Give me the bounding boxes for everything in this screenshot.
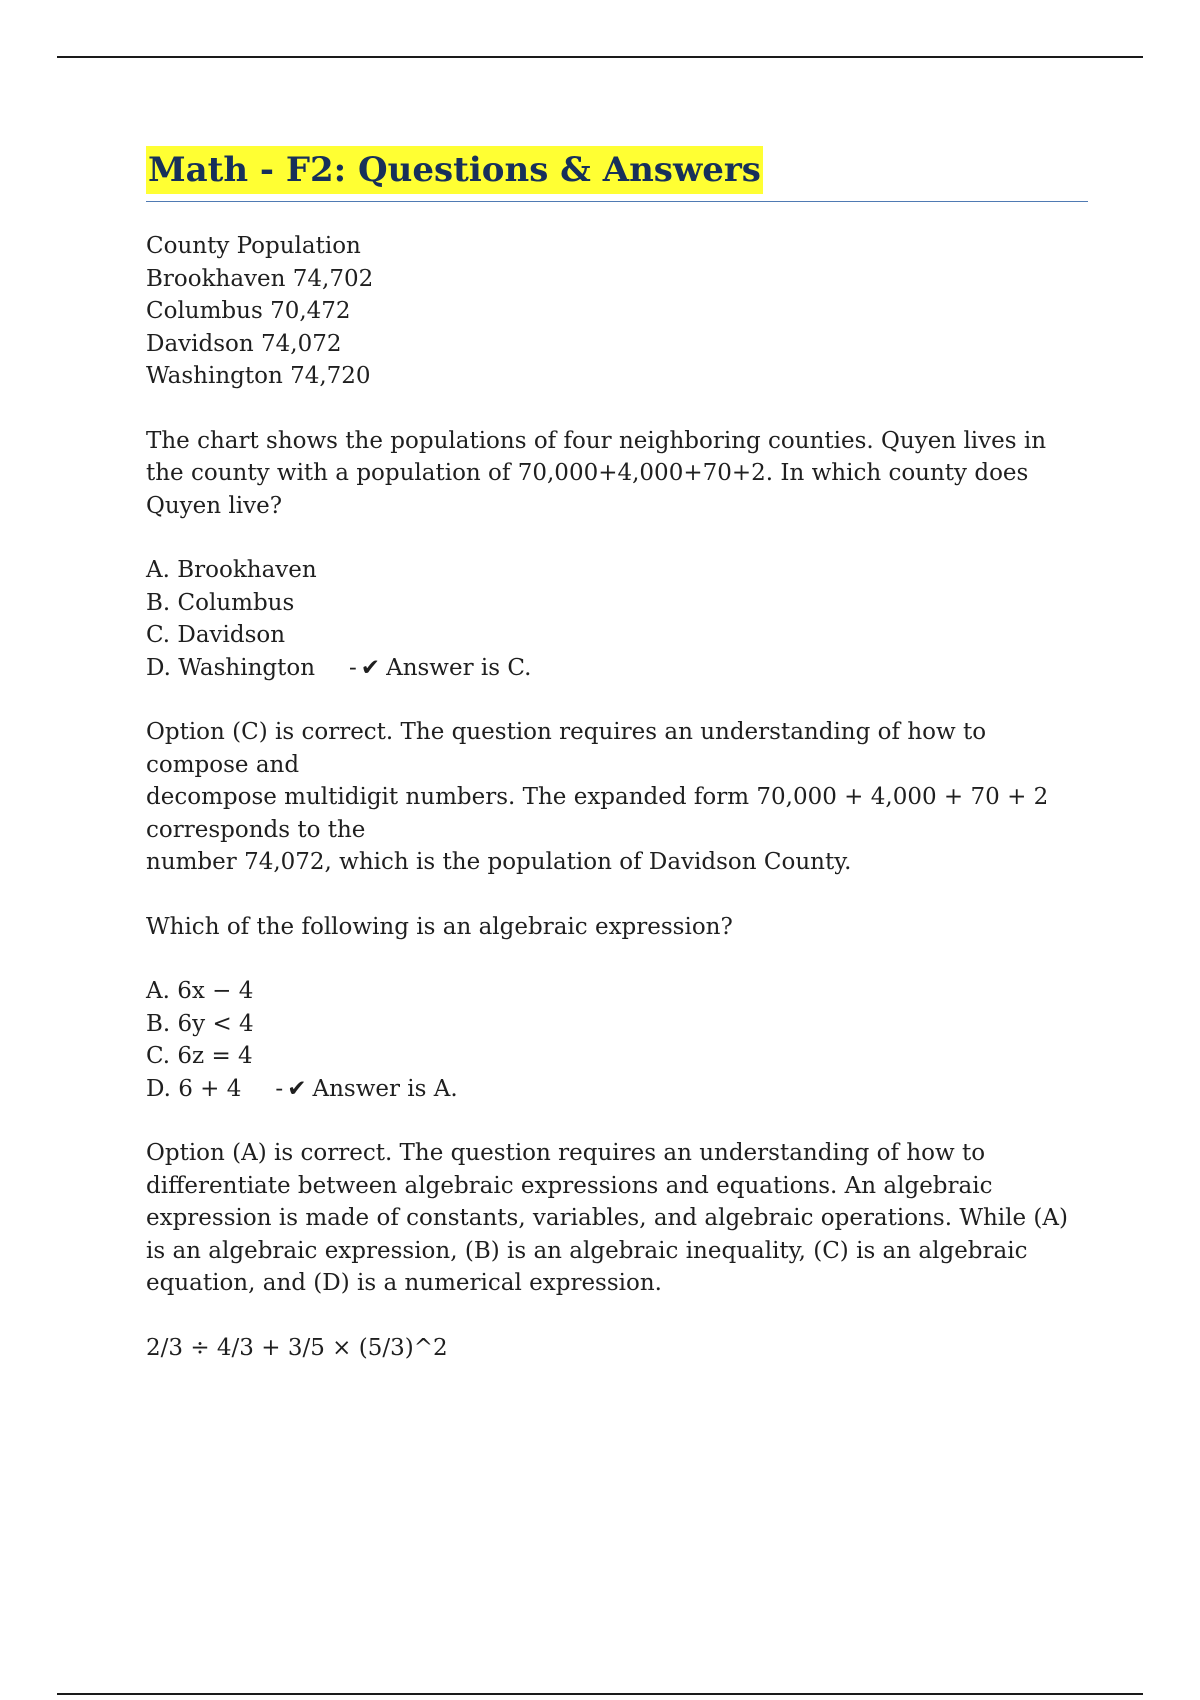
option-c: C. 6z = 4 [146,1043,253,1069]
table-row: Columbus 70,472 [146,298,351,324]
explanation-line: is an algebraic expression, (B) is an algebraic inequality, (C) is an algebraic [146,1237,1028,1264]
answer-separator: - [349,654,357,681]
option-d-with-answer [146,652,1088,685]
answer-text: Answer is C. [386,654,532,681]
explanation-line: Option (A) is correct. The question requires an understanding of how to [146,1140,986,1166]
answer-text: Answer is A. [312,1075,458,1102]
table-row: Davidson 74,072 [146,330,342,357]
explanation-line: differentiate between algebraic expressions and equations. An algebraic [146,1172,993,1199]
prompt-line: Which of the following is an algebraic expression? [146,913,733,940]
explanation-line: compose and [146,751,300,778]
question-1-prompt [146,425,1088,523]
prompt-line: The chart shows the populations of four neighboring counties. Quyen lives in [146,427,1047,454]
question-2-explanation [146,1137,1088,1300]
top-rule [57,56,1143,58]
explanation-line: expression is made of constants, variables, and algebraic operations. While (A) [146,1205,1068,1231]
explanation-line: Option (C) is correct. The question requires an understanding of how to [146,719,987,745]
table-row: Washington 74,720 [146,363,371,389]
table-row: Brookhaven 74,702 [146,265,374,292]
option-c: C. Davidson [146,622,286,648]
option-d-with-answer [146,1073,1088,1106]
bottom-rule [57,1693,1143,1695]
option-a: A. 6x − 4 [146,978,254,1004]
option-d: D. Washington [146,654,316,681]
explanation-line: number 74,072, which is the population of Davidson County. [146,849,852,875]
prompt-line: the county with a population of 70,000+4,000+70+2. In which county does [146,460,1029,486]
title-section [146,146,1088,202]
document-body [146,146,1088,1364]
checkmark-icon: ✔ [287,1075,307,1102]
option-b: B. Columbus [146,589,295,616]
explanation-line: equation, and (D) is a numerical expression. [146,1270,662,1296]
table-header: County Population [146,233,361,259]
answer-separator: - [275,1075,284,1102]
prompt-line: Quyen live? [146,492,283,519]
population-table [146,230,1088,393]
question-1-explanation [146,716,1088,879]
option-a: A. Brookhaven [146,557,317,583]
question-2-options [146,975,1088,1105]
option-d: D. 6 + 4 [146,1075,242,1102]
checkmark-icon: ✔ [360,654,381,681]
question-3-expression [146,1332,1088,1365]
explanation-line: decompose multidigit numbers. The expanded form 70,000 + 4,000 + 70 + 2 [146,784,1049,810]
question-2-prompt [146,911,1088,944]
math-expression: 2/3 ÷ 4/3 + 3/5 × (5/3)^2 [146,1334,448,1361]
page-title: Math - F2: Questions & Answers [146,146,763,194]
option-b: B. 6y < 4 [146,1010,254,1037]
explanation-line: corresponds to the [146,816,366,843]
question-1-options [146,554,1088,684]
